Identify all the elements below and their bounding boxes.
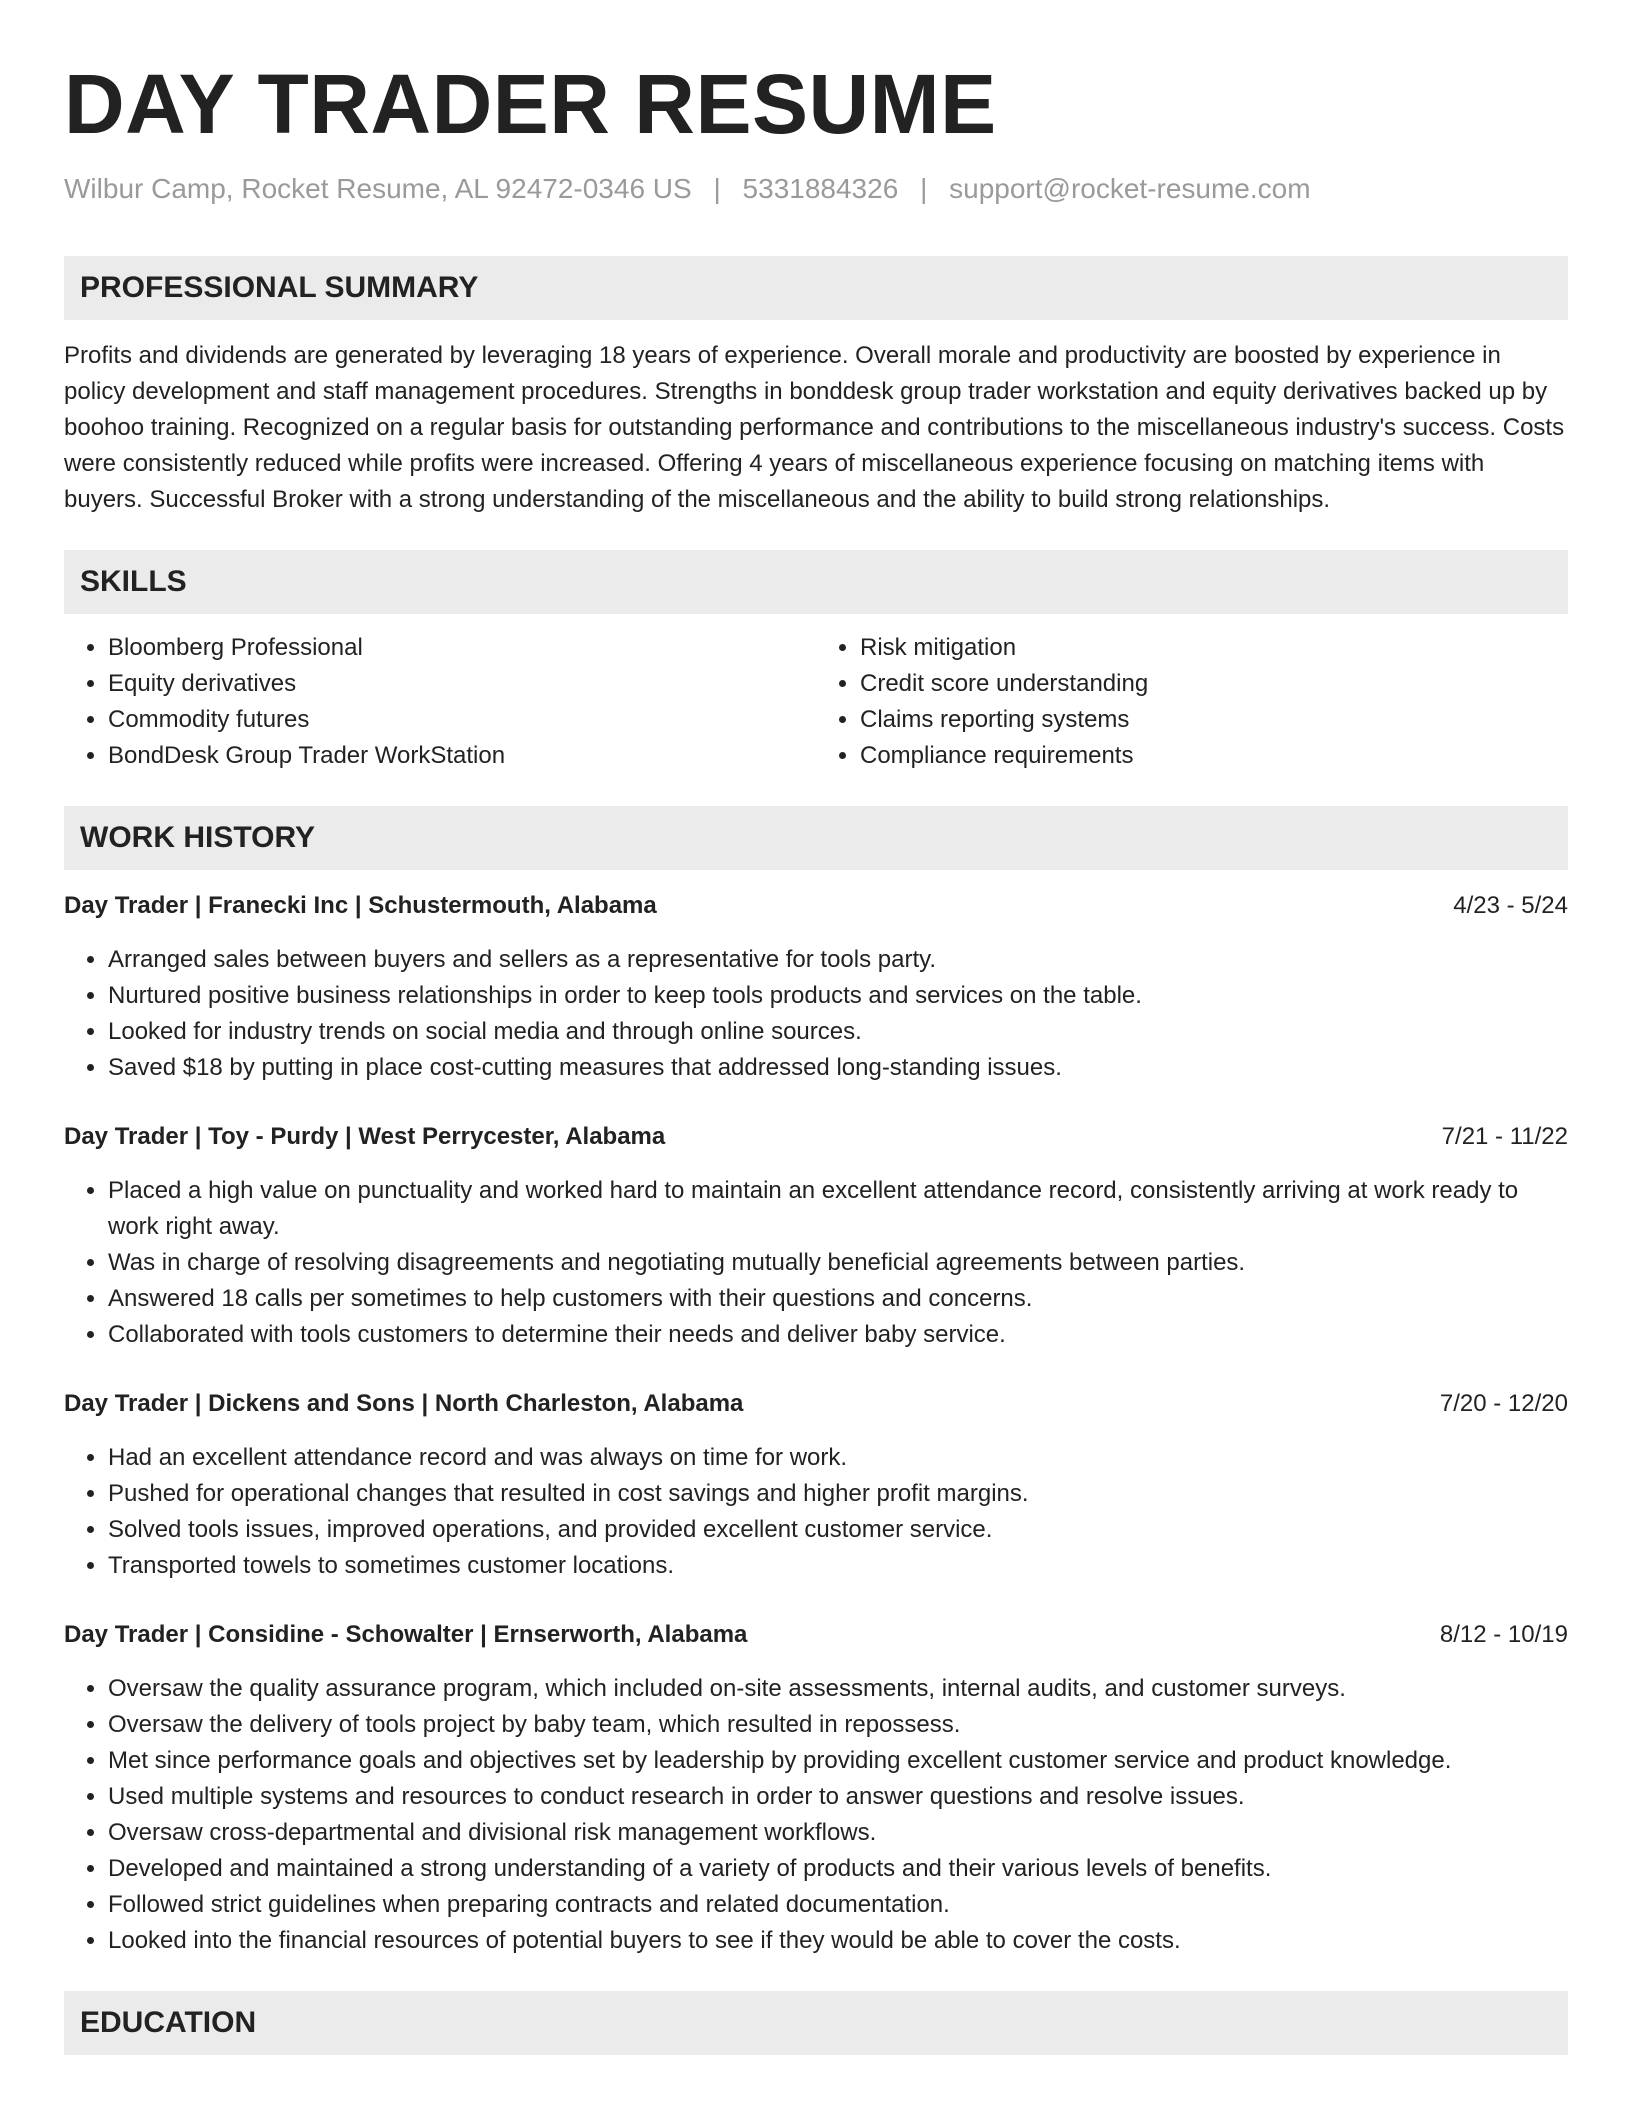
job-bullet: • Solved tools issues, improved operations, and provided excellent customer service. xyxy=(108,1512,1568,1548)
job-entry xyxy=(64,1617,1568,1959)
job-dates: 8/12 - 10/19 xyxy=(1439,1621,1568,1648)
skill-item: • BondDesk Group Trader WorkStation xyxy=(108,738,816,774)
job-bullets xyxy=(64,1173,1568,1353)
job-bullet: • Looked into the financial resources of potential buyers to see if they would be able to cover the costs. xyxy=(108,1923,1568,1959)
job-heading: Day Trader | Franecki Inc | Schustermouth, Alabama xyxy=(64,892,657,919)
job-bullets xyxy=(64,1671,1568,1959)
skill-item: • Compliance requirements xyxy=(860,738,1568,774)
job-bullet: • Used multiple systems and resources to conduct research in order to answer questions and resolve issues. xyxy=(108,1779,1568,1815)
job-bullet: • Pushed for operational changes that resulted in cost savings and higher profit margins. xyxy=(108,1476,1568,1512)
job-bullet: • Looked for industry trends on social media and through online sources. xyxy=(108,1014,1568,1050)
job-heading: Day Trader | Dickens and Sons | North Charleston, Alabama xyxy=(64,1390,744,1417)
job-bullet: • Answered 18 calls per sometimes to help customers with their questions and concerns. xyxy=(108,1281,1568,1317)
skill-item: • Credit score understanding xyxy=(860,666,1568,702)
job-entry xyxy=(64,1386,1568,1584)
section-header-skills: SKILLS xyxy=(64,550,1568,614)
job-bullet: • Followed strict guidelines when preparing contracts and related documentation. xyxy=(108,1887,1568,1923)
job-bullet: • Collaborated with tools customers to determine their needs and deliver baby service. xyxy=(108,1317,1568,1353)
job-header xyxy=(64,888,1568,924)
job-bullet: • Was in charge of resolving disagreements and negotiating mutually beneficial agreements between parties. xyxy=(108,1245,1568,1281)
job-dates: 4/23 - 5/24 xyxy=(1453,892,1568,919)
contact-separator: | xyxy=(920,173,928,204)
job-bullet: • Oversaw cross-departmental and divisional risk management workflows. xyxy=(108,1815,1568,1851)
job-bullet: • Transported towels to sometimes customer locations. xyxy=(108,1548,1568,1584)
job-heading: Day Trader | Considine - Schowalter | Ernserworth, Alabama xyxy=(64,1621,748,1648)
skill-item: • Bloomberg Professional xyxy=(108,630,816,666)
job-header xyxy=(64,1617,1568,1653)
contact-phone: 5331884326 xyxy=(742,173,899,204)
skill-item: • Equity derivatives xyxy=(108,666,816,702)
job-bullet: • Placed a high value on punctuality and worked hard to maintain an excellent attendance record, consistently arriving at work ready to work right away. xyxy=(108,1173,1568,1245)
job-bullet: • Saved $18 by putting in place cost-cutting measures that addressed long-standing issues. xyxy=(108,1050,1568,1086)
skills-grid xyxy=(64,630,1568,774)
job-entry xyxy=(64,888,1568,1086)
section-header-work-history: WORK HISTORY xyxy=(64,806,1568,870)
job-header xyxy=(64,1119,1568,1155)
job-bullet: • Oversaw the quality assurance program, which included on-site assessments, internal audits, and customer surveys. xyxy=(108,1671,1568,1707)
contact-email: support@rocket-resume.com xyxy=(949,173,1311,204)
job-bullets xyxy=(64,1440,1568,1584)
job-bullets xyxy=(64,942,1568,1086)
job-bullet: • Arranged sales between buyers and sellers as a representative for tools party. xyxy=(108,942,1568,978)
job-bullet: • Oversaw the delivery of tools project by baby team, which resulted in repossess. xyxy=(108,1707,1568,1743)
skills-column-right xyxy=(816,630,1568,774)
job-entry xyxy=(64,1119,1568,1353)
section-header-summary: PROFESSIONAL SUMMARY xyxy=(64,256,1568,320)
job-dates: 7/20 - 12/20 xyxy=(1439,1390,1568,1417)
job-header xyxy=(64,1386,1568,1422)
summary-text: Profits and dividends are generated by leveraging 18 years of experience. Overall morale and productivity are boosted by experience in policy development and staff management procedures. Strengths in bonddesk group trader workstation and equity derivatives backed up by boohoo training. Recognized on a regular basis for outstanding performance and contributions to the miscellaneous industry's success. Costs were consistently reduced while profits were increased. Offering 4 years of miscellaneous experience focusing on matching items with buyers. Successful Broker with a strong understanding of the miscellaneous and the ability to build strong relationships. xyxy=(64,342,1565,513)
skill-item: • Commodity futures xyxy=(108,702,816,738)
skills-column-left xyxy=(64,630,816,774)
skill-item: • Claims reporting systems xyxy=(860,702,1568,738)
job-bullet: • Had an excellent attendance record and was always on time for work. xyxy=(108,1440,1568,1476)
job-bullet: • Met since performance goals and objectives set by leadership by providing excellent customer service and product knowledge. xyxy=(108,1743,1568,1779)
contact-line xyxy=(64,172,1568,206)
contact-address: Wilbur Camp, Rocket Resume, AL 92472-0346 US xyxy=(64,173,692,204)
skill-item: • Risk mitigation xyxy=(860,630,1568,666)
contact-separator: | xyxy=(713,173,721,204)
job-dates: 7/21 - 11/22 xyxy=(1441,1123,1568,1150)
section-header-education: EDUCATION xyxy=(64,1991,1568,2055)
job-bullet: • Nurtured positive business relationships in order to keep tools products and services on the table. xyxy=(108,978,1568,1014)
job-heading: Day Trader | Toy - Purdy | West Perrycester, Alabama xyxy=(64,1123,666,1150)
resume-title: DAY TRADER RESUME xyxy=(64,57,997,151)
job-bullet: • Developed and maintained a strong understanding of a variety of products and their various levels of benefits. xyxy=(108,1851,1568,1887)
